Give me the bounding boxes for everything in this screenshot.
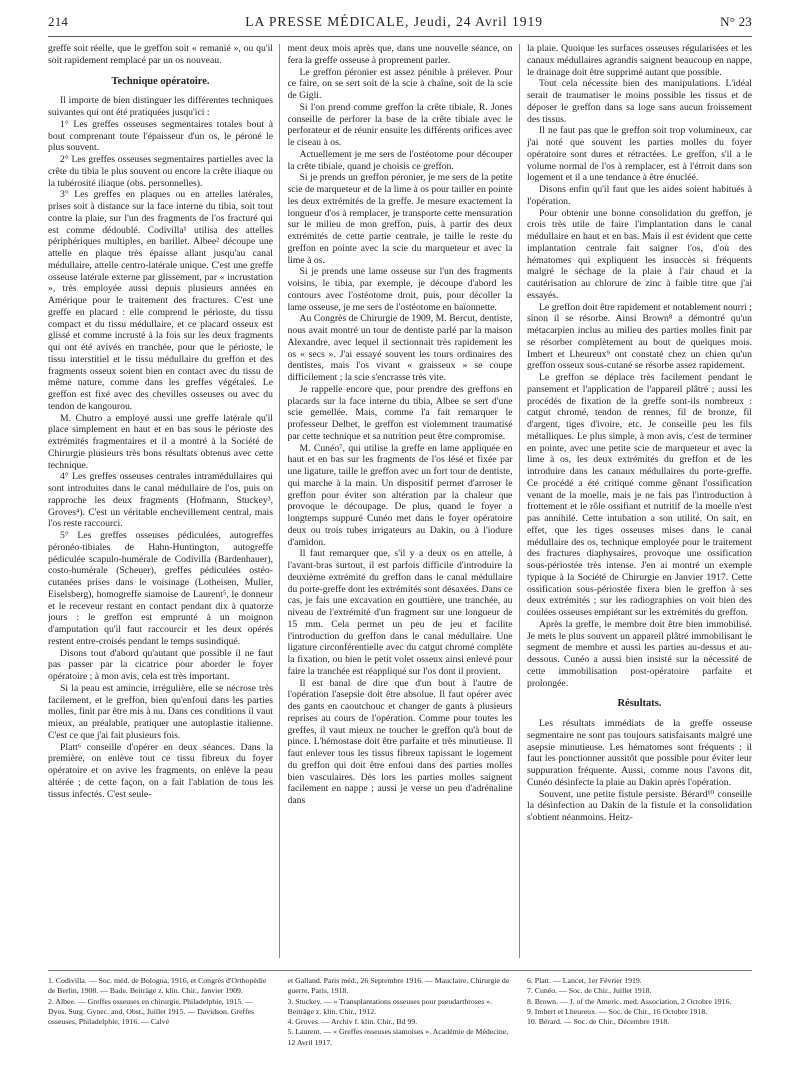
paragraph: Il est banal de dire que d'un bout à l'autre de l'opération l'asepsie doit être absolue. Il faut opérer avec des gants en caoutchouc et changer de gants à plusieurs reprises au cours de l'opération. Comme pour toutes les greffes, il vaut mieux ne toucher le greffon qu'à bout de pince. L'hémostase doit être parfaite et très minutieuse. Il faut enlever tous les tissus fibreux tapissant le logement du greffon qui doit être enfoui dans des parties molles bien vasculaires. Dès lors les parties molles saignent facilement en nappe ; aussi je verse un peu d'adrénaline dans	[287, 677, 513, 806]
paragraph: Il ne faut pas que le greffon soit trop volumineux, car j'ai noté que souvent les parties molles du foyer opératoire sont dures et rétractées. Le greffon, s'il a le volume normal de l'os à remplacer, est à l'étroit dans son logement et il a une tendance à être énucléé.	[527, 125, 752, 184]
paragraph: Souvent, une petite fistule persiste. Bérard¹⁰ conseille la désinfection au Dakin de la fistule et la consolidation s'obtient néanmoins. Heitz-	[527, 788, 752, 823]
paragraph: greffe soit réelle, que le greffon soit « remanié », ou qu'il soit rapidement remplacé par un os nouveau.	[48, 43, 273, 66]
paragraph: Au Congrès de Chirurgie de 1909, M. Bercut, dentiste, nous avait montré un tour de dentiste parlé par la maison Alexandre, avec lequel il sectionnait très rapidement les os « secs ». J'ai essayé souvent les tours ordinaires des dentistes, mais l'os vivant « graisseux » se coupe difficilement ; la scie s'encrasse très vite.	[287, 313, 513, 383]
paragraph: Si l'on prend comme greffon la crête tibiale, R. Jones conseille de perforer la base de la crête tibiale avec le perforateur et de réunir ensuite les différents orifices avec le ciseau à os.	[287, 101, 513, 148]
footnotes-column-3	[527, 976, 752, 1048]
paragraph: Le greffon doit être rapidement et notablement nourri ; sinon il se résorbe. Ainsi Brown⁸ a démontré qu'un métacarpien inclus au milieu des parties molles finit par se résorber complètement au bout de quelques mois. Imbert et Lheureux⁹ ont constaté chez un chien qu'un greffon osseux sous-cutané se résorbe assez rapidement.	[527, 301, 752, 372]
paragraph: Les résultats immédiats de la greffe osseuse segmentaire ne sont pas toujours satisfaisants malgré une asepsie minutieuse. Les hématomes sont fréquents : il faut les ponctionner aussitôt que possible pour éviter leur suppuration fréquente. Aussi, comme nous l'avons dit, Cunéo désinfecte la plaie au Dakin après l'opération.	[527, 718, 752, 788]
page-header	[48, 14, 752, 37]
footnotes-divider	[48, 970, 752, 971]
paragraph: 2° Les greffes osseuses segmentaires partielles avec la crête du tibia le plus souvent ou encore la crête iliaque ou la tubérosité iliaque (obs. personnelles).	[48, 154, 273, 189]
issue-number: N° 23	[720, 14, 752, 29]
footnotes-column-1	[48, 976, 273, 1048]
paragraph: Pour obtenir une bonne consolidation du greffon, je crois très utile de faire l'implantation dans le canal médullaire en haut et en bas. Mais il est évident que cette implantation centrale fait saigner l'os, d'où des hématomes qui expliquent les insuccès si fréquents malgré le séchage de la plaie à l'air chaud et la cautérisation au chlorure de zinc à faible titre que j'ai essayés.	[527, 207, 752, 301]
article-columns	[48, 43, 752, 957]
paragraph: 3° Les greffes en plaques ou en attelles latérales, prises soit à distance sur la face interne du tibia, soit tout contre la plaie, sur l'un des fragments de l'os fracturé qui est comme dédoublé. Codivilla¹ utilisa des attelles périphériques multiples, en barillet. Albee² découpe une attelle en plaque très épaisse allant jusqu'au canal médullaire, attelle centro-latérale unique. C'est une greffe osseuse latérale externe par glissement, par « incrustation », très employée aussi depuis plusieurs années en Amérique pour le traitement des fractures. C'est une greffe en placard : elle comprend le périoste, du tissu compact et du tissu médullaire, et ce placard osseux est glissé et comme incrusté à la fois sur les deux fragments qui ont été avivés en tranchée, pour que le périoste, le tissu interstitiel et le tissu médullaire du greffon et des fragments osseux soient bien en contact avec du tissu de même nature, comme dans les greffes végétales. Le greffon est fixé avec des chevilles osseuses ou avec du tendon de kangourou.	[48, 189, 273, 412]
column-divider	[519, 44, 520, 958]
paragraph: Il faut remarquer que, s'il y a deux os en attelle, à l'avant-bras surtout, il est parfois difficile d'introduire la deuxième extrémité du greffon dans le canal médullaire du porte-greffe dont les extrémités sont désaxées. Dans ce cas, je fais une excavation en gouttière, une tranchée, au niveau de l'extrémité d'un fragment sur une longueur de 15 mm. Cela permet un peu de jeu et facilite l'introduction du greffon dans le canal médullaire. Une ligature circonférentielle avec du catgut chromé complète la fixation, ou bien le petit volet osseux ainsi enlevé pour faire la tranchée est réappliqué sur l'os dont il provient.	[287, 548, 513, 677]
column-1	[48, 43, 273, 957]
footnote: 5. Laurent. — « Greffes osseuses siamoises ». Académie de Médecine, 12 Avril 1917.	[287, 1027, 509, 1047]
paragraph: Si je prends un greffon péronier, je me sers de la petite scie de marqueteur et de la lime à os pour tailler en pointe les deux extrémités de la greffe. Je mesure exactement la longueur d'os à remplacer, je transporte cette mensuration sur le milieu de mon greffon, puis, à partir des deux extrémités de cette partie centrale, je taille le reste du greffon en pointe avec la scie du marqueteur et avec la lime à os.	[287, 172, 513, 266]
footnotes	[48, 976, 752, 1048]
footnote: 3. Stuckey. — « Transplantations osseuses pour pseudarthroses ». Beiträge z. klin. Chir., 1912.	[287, 996, 493, 1016]
paragraph: Tout cela nécessite bien des manipulations. L'idéal serait de traumatiser le moins possible les tissus et de déposer le greffon dans sa loge sans aucun froissement des tissus.	[527, 78, 752, 125]
footnote: 6. Platt. — Lancet, 1er Février 1919.	[527, 976, 642, 985]
column-2	[288, 43, 513, 957]
footnote: 10. Bérard. — Soc. de Chir., Décembre 1918.	[527, 1017, 670, 1027]
paragraph: Platt⁶ conseille d'opérer en deux séances. Dans la première, on enlève tout ce tissu fibreux du foyer opératoire et on avive les fragments, on enlève la peau altérée ; de cette façon, on a fait l'ablation de tous les tissus infectés. C'est seule-	[48, 741, 273, 800]
paragraph: Disons tout d'abord qu'autant que possible il ne faut pas passer par la cicatrice pour aborder le foyer opératoire ; à mon avis, cela est très important.	[48, 647, 273, 682]
footnote: 8. Brown. — J. of the Americ. med. Association, 2 Octobre 1916.	[527, 996, 732, 1006]
column-divider	[279, 44, 280, 958]
footnote: et Galland. Paris méd., 26 Septembre 1916. — Mauclaire. Chirurgie de guerre, Paris, 1918.	[287, 976, 510, 996]
paragraph: 5° Les greffes osseuses pédiculées, autogreffes péronéo-tibiales de Hahn-Huntington, autogreffe pédiculée scapulo-humérale de Codivilla (Bardenhauer), costo-humérale (Scheuer), greffes pédiculées ostéo-cutanées prises dans le voisinage (Lotheisen, Muller, Eiselsberg), homogreffe siamoise de Laurent⁵, le donneur et le receveur restant en contact pendant dix à quatorze jours : le greffon est emprunté à un moignon d'amputation qu'il faut raccourcir et les deux opérés restent entre-croisés pendant le temps susindiqué.	[48, 530, 273, 647]
section-heading-resultats: Résultats.	[617, 698, 662, 710]
footnote: 1. Codivilla. — Soc. méd. de Bologna, 1916, et Congrès d'Orthopédie de Berlin, 1908. — Bade. Beiträge z. klin. Chir., Janvier 1909.	[48, 976, 267, 996]
footnote: 7. Cunéo. — Soc. de Chir., Juillet 1918.	[527, 986, 652, 996]
paragraph: Actuellement je me sers de l'ostéotome pour découper la crête tibiale, quand je choisis ce greffon.	[287, 148, 513, 172]
paragraph: Le greffon péronier est assez pénible à prélever. Pour ce faire, on se sert soit de la scie à chaîne, soit de la scie de Gigli.	[287, 66, 513, 101]
paragraph: Si la peau est amincie, irrégulière, elle se nécrose très facilement, et le greffon, bien qu'enfoui dans les parties molles, finit par être mis à nu. Dans ces conditions il vaut mieux, au préalable, pratiquer une autoplastie italienne. C'est ce que j'ai fait plusieurs fois.	[48, 682, 273, 741]
paragraph: Si je prends une lame osseuse sur l'un des fragments voisins, le tibia, par exemple, je découpe d'abord les contours avec l'ostéotome droit, puis, pour décoller la lame osseuse, je me sers de l'ostéotome en baïonnette.	[287, 266, 513, 313]
paragraph: 4° Les greffes osseuses centrales intramédullaires qui sont introduites dans le canal médullaire de l'os, puis on rapproche les deux fragments (Hofmann, Stuckey³, Groves⁴). C'est un véritable enchevillement central, mais l'os reste raccourci.	[48, 471, 273, 530]
footnotes-column-2	[288, 976, 513, 1048]
paragraph: la plaie. Quoique les surfaces osseuses régularisées et les canaux médullaires agrandis saignent beaucoup en nappe, le drainage doit être supprimé autant que possible.	[527, 43, 752, 78]
footnote: 9. Imbert et Lheureux. — Soc. de Chir., 16 Octobre 1918.	[527, 1006, 708, 1016]
newspaper-page	[48, 14, 752, 1069]
journal-title: LA PRESSE MÉDICALE, Jeudi, 24 Avril 1919	[245, 14, 544, 29]
paragraph: Le greffon se déplace très facilement pendant le pansement et l'application de l'appareil plâtré ; aussi les procédés de fixation de la greffe sont-ils nombreux : catgut chromé, tendon de rennes, fil de bronze, fil d'argent, tiges d'ivoire, etc. Je conseille peu les fils métalliques. Le plus simple, à mon avis, c'est de terminer en pointe, avec une petite scie de marqueteur et avec la lime à os, les deux extrémités du greffon et de les introduire dans les canaux médullaires du porte-greffe. Ce procédé a été critiqué comme gênant l'ossification venant de la moelle, mais je ne fais pas l'introduction à frottement et le rôle ossifiant et nutritif de la moelle n'est pas annihilé. Cette intubation a son utilité. On sait, en effet, que les tiges osseuses mises dans le canal médullaire des os, technique employée pour le traitement des fractures diaphysaires, provoque une ossification sous-périostée très intense. J'en ai montré un exemple typique à la Société de Chirurgie en Janvier 1917. Cette ossification sous-périostée fixera bien le greffon à ses deux extrémités ; sur les radiographies on voit bien des coulées osseuses empiétant sur les extrémités du greffon.	[527, 372, 752, 618]
paragraph: Je rappelle encore que, pour prendre des greffons en placards sur la face interne du tibia, Albee se sert d'une scie gemellée. Mais, comme l'a fait remarquer le professeur Delbet, le greffon est violemment traumatisé par cette technique et sa nutrition peut être compromise.	[287, 383, 513, 442]
paragraph: 1° Les greffes osseuses segmentaires totales bout à bout comprenant toute l'épaisseur d'un os, le péroné le plus souvent.	[48, 118, 273, 154]
section-heading-technique: Technique opératoire.	[111, 75, 210, 87]
paragraph: Il importe de bien distinguer les différentes techniques suivantes qui ont été pratiquées jusqu'ici :	[48, 95, 273, 118]
footnote: 2. Albee. — Greffes osseuses en chirurgie, Philadelphie, 1915. — Dyos. Surg. Gynec. and. Obst., Juillet 1915. — Davidson. Greffes osseuses, Philadelphie, 1916. — Calvé	[48, 996, 255, 1027]
page-number: 214	[48, 14, 69, 29]
column-3	[527, 43, 752, 957]
paragraph: ment deux mois après que, dans une nouvelle séance, on fera la greffe osseuse à proprement parler.	[287, 43, 513, 66]
paragraph: M. Chutro a employé aussi une greffe latérale qu'il place simplement en haut et en bas sous le périoste des extrémités fragmentaires et il a montré à la Société de Chirurgie plusieurs très bons résultats obtenus avec cette technique.	[48, 412, 273, 471]
paragraph: M. Cunéo⁷, qui utilise la greffe en lame appliquée en haut et en bas sur les fragments de l'os lésé et fixée par une ligature, taille le greffon avec un fort tour de dentiste, qui marche à la main. Un dispositif permet d'arroser le greffon pour éviter son altération par la chaleur que provoque le découpage. De plus, quand le foyer a longtemps suppuré Cunéo met dans le foyer opératoire deux ou trois tubes irrigateurs au Dakin, ou à l'iodure d'amidon.	[287, 442, 513, 548]
footnote: 4. Groves. — Archiv f. klin. Chir., Bd 99.	[287, 1017, 418, 1027]
paragraph: Après la greffe, le membre doit être bien immobilisé. Je mets le plus souvent un appareil plâtré immobilisant le segment de membre et aussi les parties au-dessus et au-dessous. Cunéo a aussi bien insisté sur la nécessité de cette immobilisation post-opératoire parfaite et prolongée.	[527, 618, 752, 689]
paragraph: Disons enfin qu'il faut que les aides soient habitués à l'opération.	[527, 184, 752, 207]
